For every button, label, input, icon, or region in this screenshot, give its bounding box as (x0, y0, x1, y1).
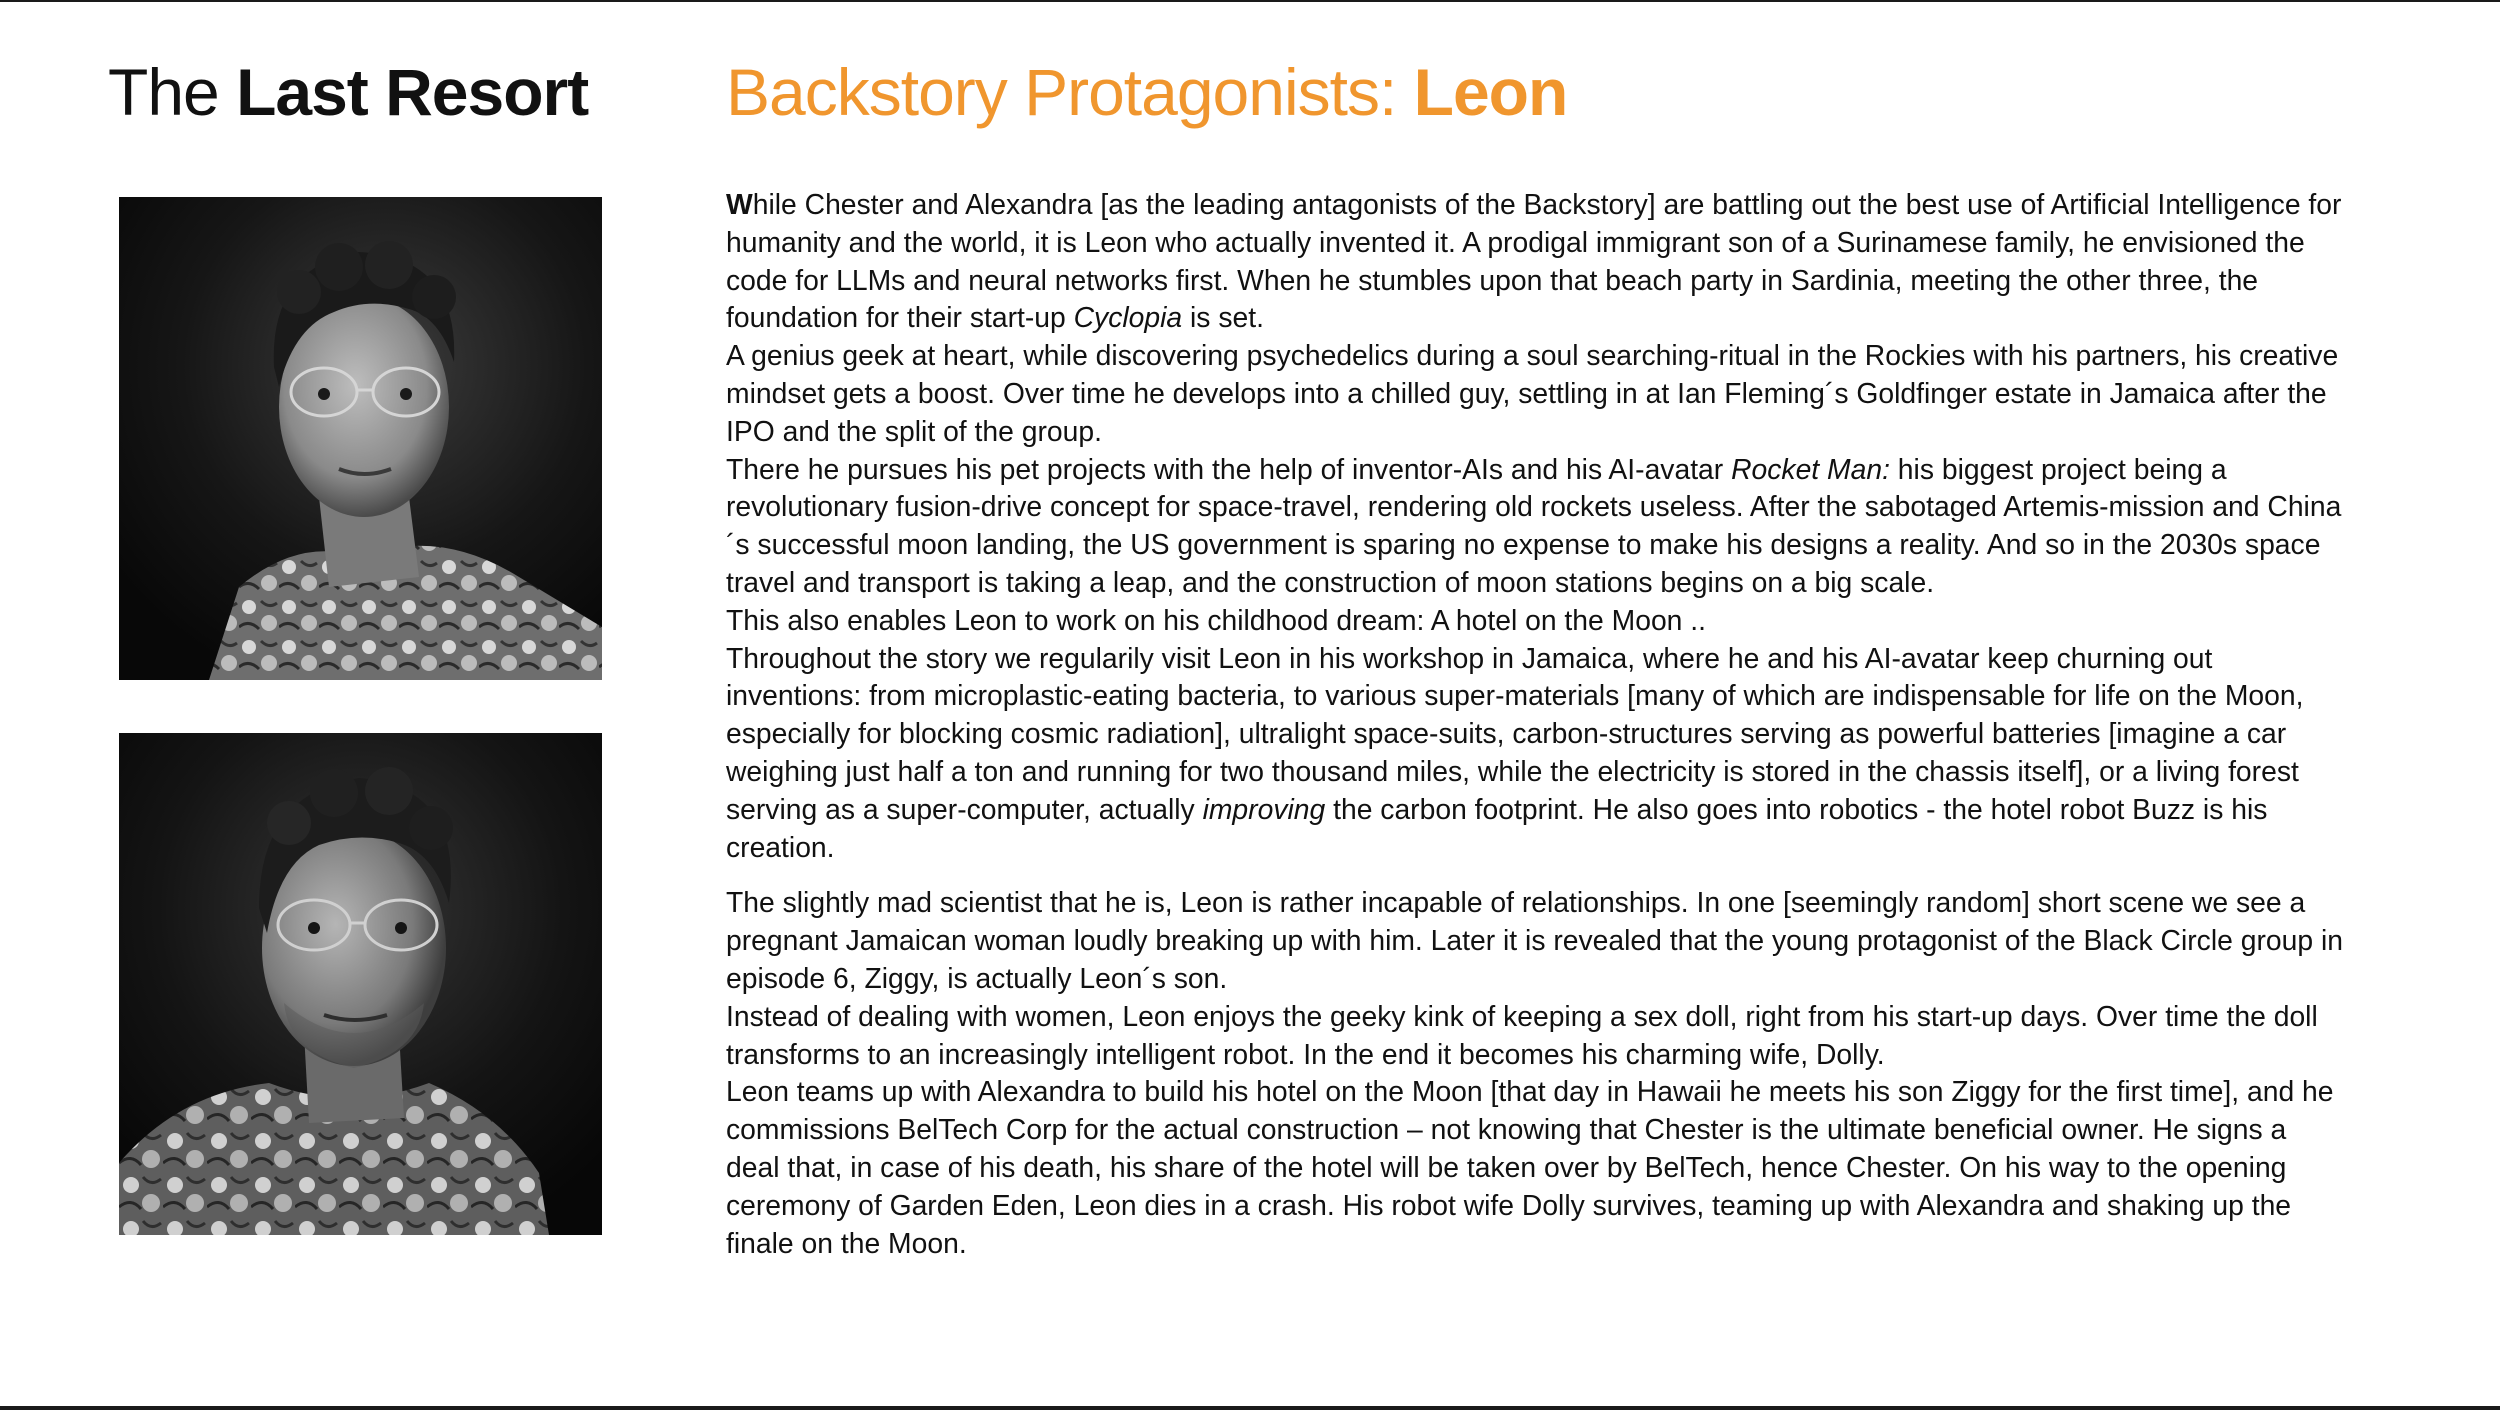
page-title-name: Leon (1413, 55, 1568, 129)
page-title-prefix: Backstory Protagonists: (726, 55, 1414, 129)
portrait-photo-young (119, 197, 602, 680)
paragraph-3-text-a: There he pursues his pet projects with the help of inventor-AIs and his AI-avatar (726, 452, 1732, 485)
paragraph-3 (726, 451, 2346, 602)
paragraph-5 (726, 640, 2346, 867)
paragraph-1-italic: Cyclopia (1073, 301, 1183, 334)
bottom-rule (0, 1406, 2500, 1410)
paragraph-1-text-b: is set. (1182, 301, 1264, 334)
page-title (726, 56, 1567, 129)
top-rule (0, 0, 2500, 2)
brand-title-prefix: The (108, 55, 237, 129)
paragraph-6: The slightly mad scientist that he is, Leon is rather incapable of relationships. In one [seemingly random] short scene we see a pregnant Jamaican woman loudly breaking up with him. Later it is revealed that the young protagonist of the Black Circle group in episode 6, Ziggy, is actually Leon´s son. (726, 886, 2343, 994)
brand-title-bold: Last Resort (236, 55, 589, 129)
paragraph-2: A genius geek at heart, while discovering psychedelics during a soul searching-ritual in the Rockies with his partners, his creative mindset gets a boost. Over time he develops into a chilled guy, settling in at Ian Fleming´s Goldfinger estate in Jamaica after the IPO and the split of the group. (726, 339, 2339, 447)
portrait-photo-older (119, 733, 602, 1235)
paragraph-5-italic: improving (1202, 792, 1326, 825)
portrait-older-icon (119, 733, 602, 1235)
backstory-text (726, 186, 2346, 1262)
paragraph-8: Leon teams up with Alexandra to build his hotel on the Moon [that day in Hawaii he meets his son Ziggy for the first time], and he commissions BelTech Corp for the actual construction – not knowing that Chester is the ultimate beneficial owner. He signs a deal that, in case of his death, his share of the hotel will be taken over by BelTech, hence Chester. On his way to the opening ceremony of Garden Eden, Leon dies in a crash. His robot wife Dolly survives, teaming up with Alexandra and shaking up the finale on the Moon. (726, 1075, 2334, 1259)
paragraph-3-text-b: his biggest project being a revolutionary fusion-drive concept for space-travel, rendering old rockets useless. After the sabotaged Artemis-mission and China´s successful moon landing, the US government is sparing no expense to make his designs a reality. And so in the 2030s space travel and transport is taking a leap, and the construction of moon stations begins on a big scale. (726, 452, 2342, 598)
portrait-young-icon (119, 197, 602, 680)
paragraph-4: This also enables Leon to work on his childhood dream: A hotel on the Moon .. (726, 603, 1707, 636)
dropcap-letter: W (726, 188, 753, 220)
paragraph-1 (726, 186, 2346, 337)
paragraph-3-italic: Rocket Man: (1731, 452, 1890, 485)
paragraph-5-text-b: the carbon footprint. He also goes into robotics - the hotel robot Buzz is his creation. (726, 792, 2268, 863)
paragraph-1-text-a: hile Chester and Alexandra [as the leading antagonists of the Backstory] are battling out the best use of Artificial Intelligence for humanity and the world, it is Leon who actually invented it. A prodigal immigrant son of a Surinamese family, he envisioned the code for LLMs and neural networks first. When he stumbles upon that beach party in Sardinia, meeting the other three, the foundation for their start-up (726, 188, 2342, 334)
brand-title (108, 56, 588, 129)
paragraph-5-text-a: Throughout the story we regularily visit Leon in his workshop in Jamaica, where he and his AI-avatar keep churning out inventions: from microplastic-eating bacteria, to various super-materials [many of which are indispensable for life on the Moon, especially for blocking cosmic radiation], ultralight space-suits, carbon-structures serving as powerful batteries [imagine a car weighing just half a ton and running for two thousand miles, while the electricity is stored in the chassis itself], or a living forest serving as a super-computer, actually (726, 641, 2304, 825)
paragraph-7: Instead of dealing with women, Leon enjoys the geeky kink of keeping a sex doll, right from his start-up days. Over time the doll transforms to an increasingly intelligent robot. In the end it becomes his charming wife, Dolly. (726, 999, 2318, 1070)
